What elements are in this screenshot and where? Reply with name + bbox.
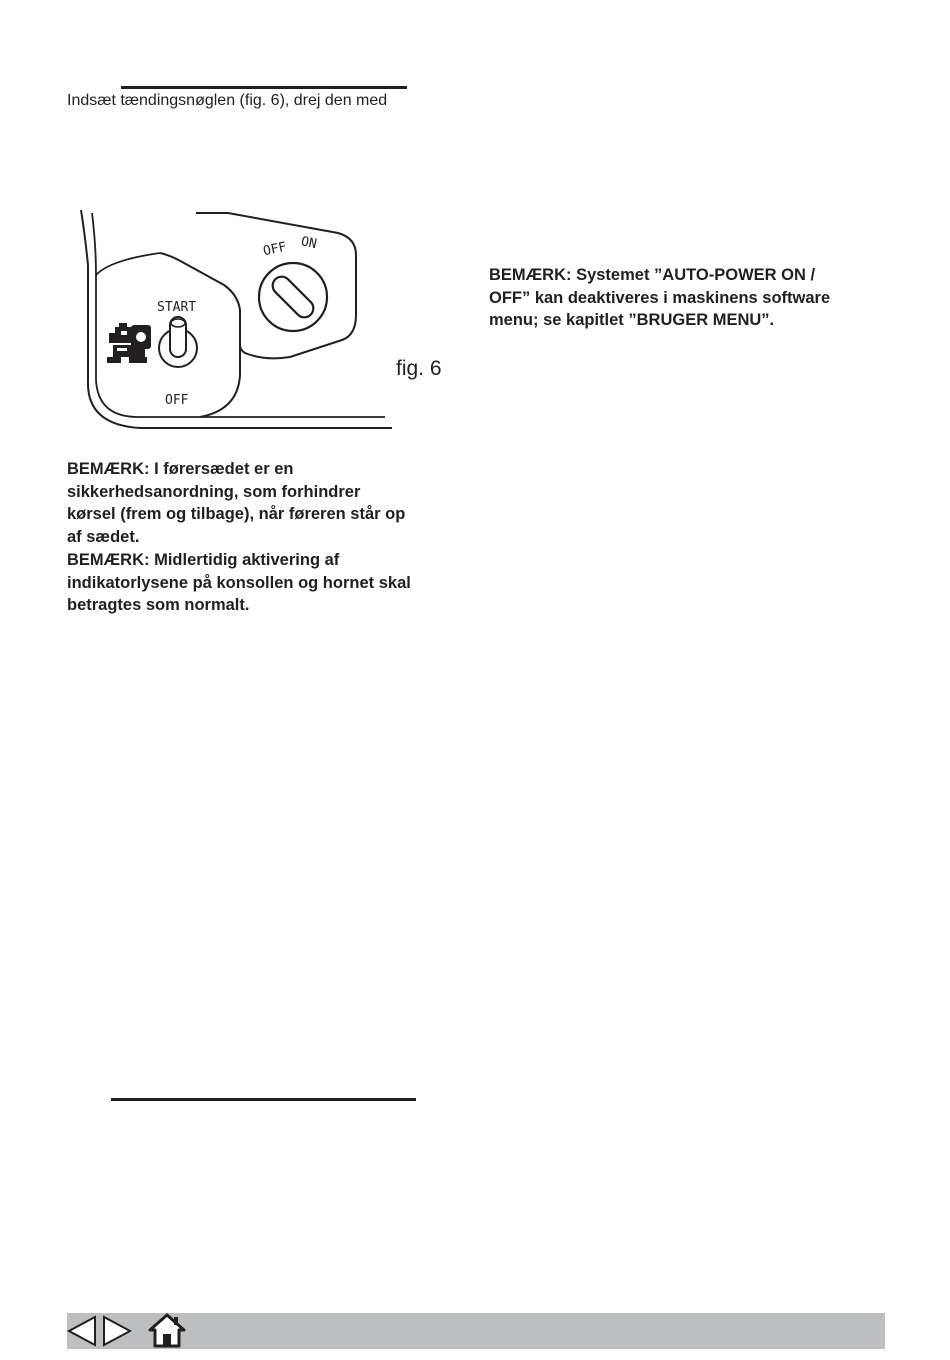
note-line: OFF” kan deaktiveres i maskinens software <box>489 288 831 307</box>
intro-text: Indsæt tændingsnøglen (fig. 6), drej den med <box>67 92 388 109</box>
ignition-panel-figure <box>80 205 395 435</box>
home-icon[interactable] <box>148 1312 186 1348</box>
note-line: kørsel (frem og tilbage), når føreren står op <box>67 505 406 524</box>
key-switch-icon <box>259 263 327 331</box>
note-line: betragtes som normalt. <box>67 596 250 615</box>
note-line: BEMÆRK: I førersædet er en <box>67 460 294 478</box>
figure-caption: fig. 6 <box>396 357 442 380</box>
switch-off-label: OFF <box>165 393 189 408</box>
footer-bar <box>67 1313 885 1349</box>
note-line: BEMÆRK: Systemet ”AUTO-POWER ON / <box>489 266 816 284</box>
safety-notes <box>67 458 467 617</box>
note-line: BEMÆRK: Midlertidig aktivering af <box>67 550 340 569</box>
note-line: indikatorlysene på konsollen og hornet skal <box>67 573 411 592</box>
section-rule-top <box>121 86 407 89</box>
key-off-label: OFF <box>261 239 288 260</box>
section-rule-bottom <box>111 1098 416 1101</box>
key-on-label: ON <box>299 234 318 253</box>
next-page-icon[interactable] <box>101 1315 133 1347</box>
note-line: af sædet. <box>67 528 140 547</box>
auto-power-note <box>489 264 889 332</box>
engine-icon <box>107 323 151 363</box>
note-line: menu; se kapitlet ”BRUGER MENU”. <box>489 311 775 330</box>
note-line: sikkerhedsanordning, som forhindrer <box>67 482 361 501</box>
start-label: START <box>157 300 197 315</box>
previous-page-icon[interactable] <box>66 1315 98 1347</box>
